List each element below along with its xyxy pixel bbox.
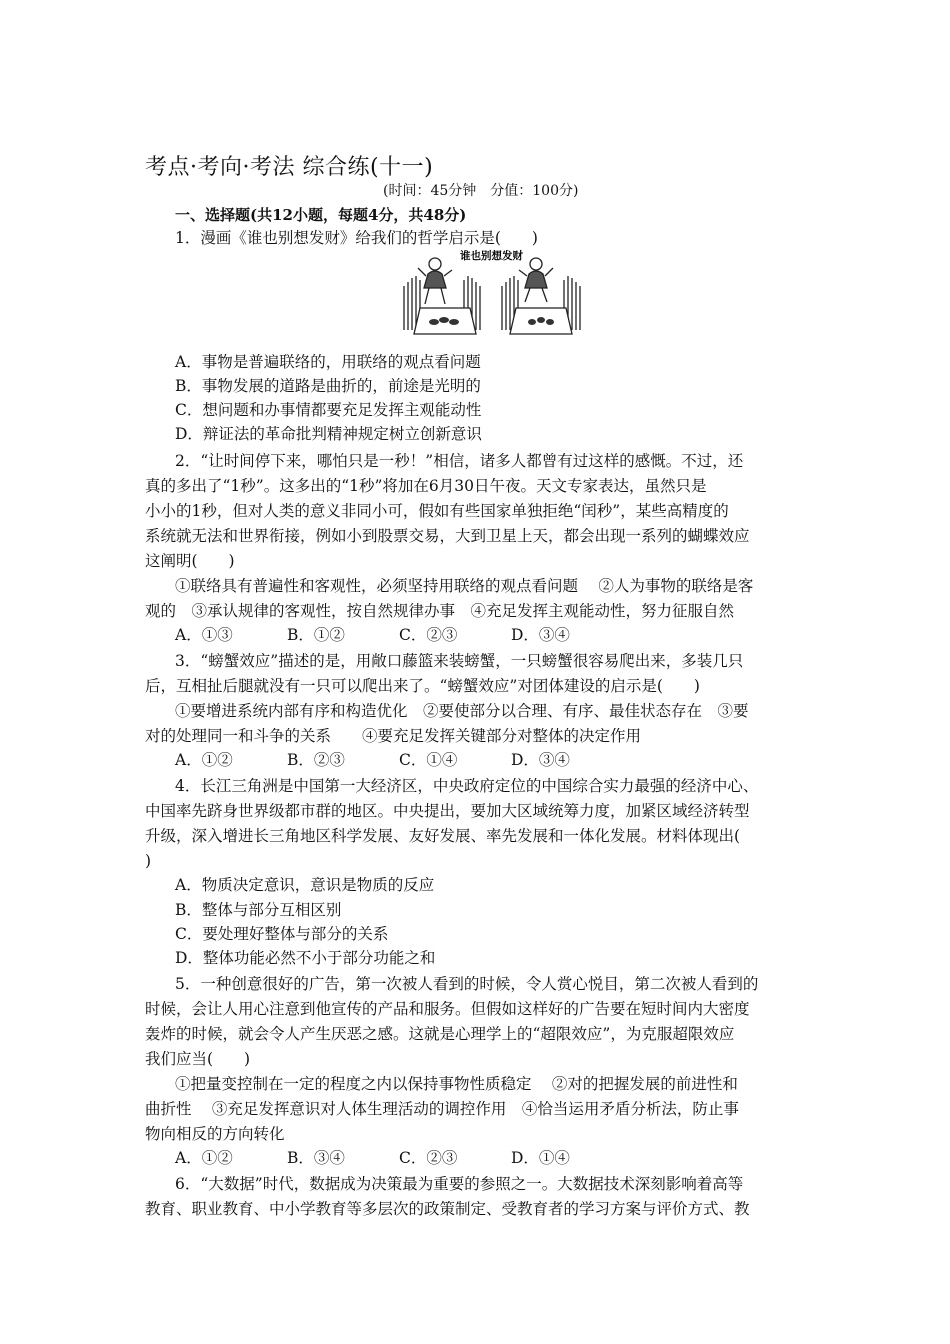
q1-option-d: D．辩证法的革命批判精神规定树立创新意识 (175, 425, 482, 443)
q2-options (145, 623, 840, 648)
q5-choice-line: 物向相反的方向转化 (145, 1125, 285, 1143)
option-b: B．①② (287, 626, 345, 644)
section-heading: 一、选择题(共12小题，每题4分，共48分) (175, 206, 467, 224)
question-1-stem: 1．漫画《谁也别想发财》给我们的哲学启示是( ) (175, 229, 538, 247)
option-b: B．③④ (287, 1149, 345, 1167)
q1-option-b: B．事物发展的道路是曲折的，前途是光明的 (175, 377, 481, 395)
option-c: C．①④ (399, 751, 458, 769)
option-b: B．②③ (287, 751, 345, 769)
q4-option-c: C．要处理好整体与部分的关系 (175, 925, 389, 943)
q4-line: 中国率先跻身世界级都市群的地区。中央提出，要加大区域统筹力度，加紧区域经济转型 (145, 802, 750, 820)
q2-line: 这阐明( ) (145, 552, 235, 570)
q3-choice-line: 对的处理同一和斗争的关系 ④要充足发挥关键部分对整体的决定作用 (145, 727, 642, 745)
option-a: A．①② (175, 751, 233, 769)
q5-choice-line: ①把量变控制在一定的程度之内以保持事物性质稳定 ②对的把握发展的前进性和 (175, 1075, 738, 1093)
q5-line: 轰炸的时候，就会令人产生厌恶之感。这就是心理学上的“超限效应”，为克服超限效应 (145, 1025, 735, 1043)
option-d: D．③④ (511, 626, 570, 644)
q4-option-d: D．整体功能必然不小于部分功能之和 (175, 949, 436, 967)
q1-option-c: C．想问题和办事情都要充足发挥主观能动性 (175, 401, 482, 419)
time-score-info: (时间：45分钟 分值：100分) (383, 183, 579, 199)
q1-option-a: A．事物是普遍联络的，用联络的观点看问题 (175, 353, 481, 371)
q2-line: 系统就无法和世界衔接，例如小到股票交易，大到卫星上天，都会出现一系列的蝴蝶效应 (145, 527, 750, 545)
q5-options (145, 1146, 840, 1171)
option-a: A．①③ (175, 626, 233, 644)
cartoon-illustration (398, 246, 588, 340)
q5-line: 我们应当( ) (145, 1050, 251, 1068)
option-c: C．②③ (399, 626, 458, 644)
q3-options (145, 748, 840, 773)
q5-line: 时候，会让人用心注意到他宣传的产品和服务。但假如这样好的广告要在短时间内大密度 (145, 1000, 750, 1018)
cartoon-caption: 谁也别想发财 (460, 250, 523, 262)
q2-choice-line: ①联络具有普遍性和客观性，必须坚持用联络的观点看问题 ②人为事物的联络是客 (175, 577, 754, 595)
option-c: C．②③ (399, 1149, 458, 1167)
option-d: D．①④ (511, 1149, 570, 1167)
q3-line: 后，互相扯后腿就没有一只可以爬出来了。“螃蟹效应”对团体建设的启示是( ) (145, 677, 700, 695)
q3-line: 3．“螃蟹效应”描述的是，用敞口藤篮来装螃蟹，一只螃蟹很容易爬出来，多装几只 (175, 652, 744, 670)
page-title: 考点·考向·考法 综合练(十一) (145, 155, 434, 180)
option-a: A．①② (175, 1149, 233, 1167)
q4-option-a: A．物质决定意识，意识是物质的反应 (175, 876, 435, 894)
option-d: D．③④ (511, 751, 570, 769)
q2-line: 小小的1秒，但对人类的意义非同小可，假如有些国家单独拒绝“闰秒”，某些高精度的 (145, 502, 729, 520)
q4-line: 升级，深入增进长三角地区科学发展、友好发展、率先发展和一体化发展。材料体现出( (145, 827, 741, 845)
q4-line: ) (145, 852, 152, 870)
q4-line: 4．长江三角洲是中国第一大经济区，中央政府定位的中国综合实力最强的经济中心、 (175, 777, 759, 795)
q6-line: 6．“大数据”时代，数据成为决策最为重要的参照之一。大数据技术深刻影响着高等 (175, 1175, 744, 1193)
q3-choice-line: ①要增进系统内部有序和构造优化 ②要使部分以合理、有序、最佳状态存在 ③要 (175, 702, 749, 720)
q2-line: 真的多出了“1秒”。这多出的“1秒”将加在6月30日午夜。天文专家表达，虽然只是 (145, 477, 707, 495)
q4-option-b: B．整体与部分互相区别 (175, 901, 342, 919)
q6-line: 教育、职业教育、中小学教育等多层次的政策制定、受教育者的学习方案与评价方式、教 (145, 1200, 750, 1218)
q2-line: 2．“让时间停下来，哪怕只是一秒！”相信，诸多人都曾有过这样的感慨。不过，还 (175, 452, 744, 470)
q5-line: 5．一种创意很好的广告，第一次被人看到的时候，令人赏心悦目，第二次被人看到的 (175, 975, 759, 993)
q5-choice-line: 曲折性 ③充足发挥意识对人体生理活动的调控作用 ④恰当运用矛盾分析法，防止事 (145, 1100, 739, 1118)
q2-choice-line: 观的 ③承认规律的客观性，按自然规律办事 ④充足发挥主观能动性，努力征服自然 (145, 602, 735, 620)
